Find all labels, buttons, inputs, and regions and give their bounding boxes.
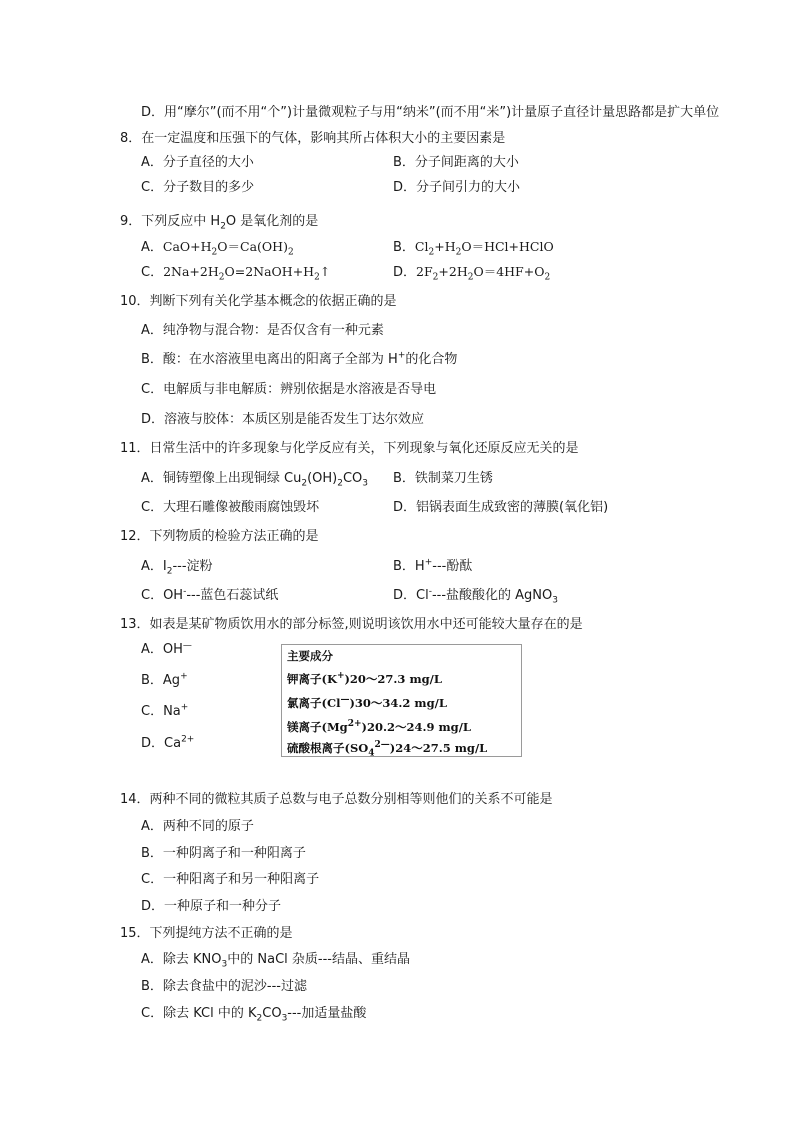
q11-stem: 11．日常生活中的许多现象与化学反应有关，下列现象与氧化还原反应无关的是 bbox=[120, 441, 579, 456]
q12-option-a[interactable]: A．$I_2---$淀粉 bbox=[141, 559, 213, 577]
q13-option-a[interactable]: A．OH— bbox=[141, 640, 192, 657]
q12-option-c[interactable]: C．OH----蓝色石蕊试纸 bbox=[141, 586, 279, 603]
q8-option-c[interactable]: C．分子数目的多少 bbox=[141, 180, 255, 195]
label-row-chloride: 氯离子(Cl—)30～34.2 mg/L bbox=[287, 695, 447, 710]
q10-stem: 10．判断下列有关化学基本概念的依据正确的是 bbox=[120, 294, 397, 309]
q12-option-b[interactable]: B．H+---酚酞 bbox=[393, 557, 473, 574]
q12-option-d[interactable]: D．Cl----盐酸酸化的 AgNO$_3$ bbox=[393, 586, 558, 606]
label-row-magnesium: 镁离子$(Mg^{2+})20.2\sim 24.9$ mg/L bbox=[287, 719, 471, 734]
q14-stem: 14．两种不同的微粒其质子总数与电子总数分别相等则他们的关系不可能是 bbox=[120, 792, 553, 807]
q9-option-c[interactable]: C．$2Na+2H_2O=2NaOH+H_2↑$ bbox=[141, 264, 331, 283]
q10-option-d[interactable]: D．溶液与胶体：本质区别是能否发生丁达尔效应 bbox=[141, 412, 425, 427]
label-row-potassium: 钾离子(K+)20～27.3 mg/L bbox=[287, 671, 442, 686]
q11-option-d[interactable]: D．铝锅表面生成致密的薄膜(氧化铝) bbox=[393, 500, 609, 515]
q13-option-d[interactable]: D．$Ca^{2+}$ bbox=[141, 734, 195, 751]
q10-option-b[interactable]: B．酸：在水溶液里电离出的阳离子全部为 H+的化合物 bbox=[141, 350, 458, 367]
q9-option-a[interactable]: A．$CaO+H_2O=Ca(OH)_2$ bbox=[141, 239, 294, 258]
q15-option-b[interactable]: B．除去食盐中的泥沙---过滤 bbox=[141, 979, 307, 994]
q14-option-a[interactable]: A．两种不同的原子 bbox=[141, 819, 254, 834]
q14-option-c[interactable]: C．一种阳离子和另一种阳离子 bbox=[141, 872, 320, 887]
q15-option-c[interactable]: C．除去 KCl 中的 $K_2CO_3---$加适量盐酸 bbox=[141, 1006, 367, 1024]
q10-option-c[interactable]: C．电解质与非电解质：辨别依据是水溶液是否导电 bbox=[141, 382, 437, 397]
q14-option-b[interactable]: B．一种阴离子和一种阳离子 bbox=[141, 846, 306, 861]
q10-option-a[interactable]: A．纯净物与混合物：是否仅含有一种元素 bbox=[141, 323, 384, 338]
q11-option-a[interactable]: A．铜铸塑像上出现铜绿 $Cu_2(OH)_2CO_3$ bbox=[141, 471, 369, 489]
q8-option-b[interactable]: B．分子间距离的大小 bbox=[393, 155, 519, 170]
q12-stem: 12．下列物质的检验方法正确的是 bbox=[120, 529, 319, 544]
q9-option-b[interactable]: B．$Cl_2+H_2O=HCl+HClO$ bbox=[393, 239, 554, 258]
q11-option-c[interactable]: C．大理石雕像被酸雨腐蚀毁坏 bbox=[141, 500, 320, 515]
q9-stem: 9．下列反应中 $H_2O$ 是氧化剂的是 bbox=[120, 214, 319, 232]
q14-option-d[interactable]: D．一种原子和一种分子 bbox=[141, 899, 282, 914]
q15-stem: 15．下列提纯方法不正确的是 bbox=[120, 926, 293, 941]
q13-option-b[interactable]: B．Ag+ bbox=[141, 671, 188, 688]
q15-option-a[interactable]: A．除去 $KNO_3$中的 NaCl 杂质---结晶、重结晶 bbox=[141, 952, 410, 970]
mineral-water-label bbox=[281, 644, 522, 757]
q8-option-d[interactable]: D．分子间引力的大小 bbox=[393, 180, 521, 195]
q9-option-d[interactable]: D．$2F_2+2H_2O=4HF+O_2$ bbox=[393, 264, 551, 283]
q7-option-d[interactable]: D．用“摩尔”(而不用“个”)计量微观粒子与用“纳米”(而不用“米”)计量原子直径计量思路都是扩大单位 bbox=[141, 105, 720, 120]
q13-option-c[interactable]: C．Na+ bbox=[141, 702, 189, 719]
q13-stem: 13．如表是某矿物质饮用水的部分标签,则说明该饮用水中还可能较大量存在的是 bbox=[120, 617, 583, 632]
label-row-sulfate: 硫酸根离子$(SO_4^{2—})24\sim 27.5$ mg/L bbox=[287, 740, 488, 759]
q11-option-b[interactable]: B．铁制菜刀生锈 bbox=[393, 471, 493, 486]
q8-stem: 8．在一定温度和压强下的气体，影响其所占体积大小的主要因素是 bbox=[120, 131, 506, 146]
label-title: 主要成分 bbox=[287, 649, 333, 663]
q8-option-a[interactable]: A．分子直径的大小 bbox=[141, 155, 254, 170]
